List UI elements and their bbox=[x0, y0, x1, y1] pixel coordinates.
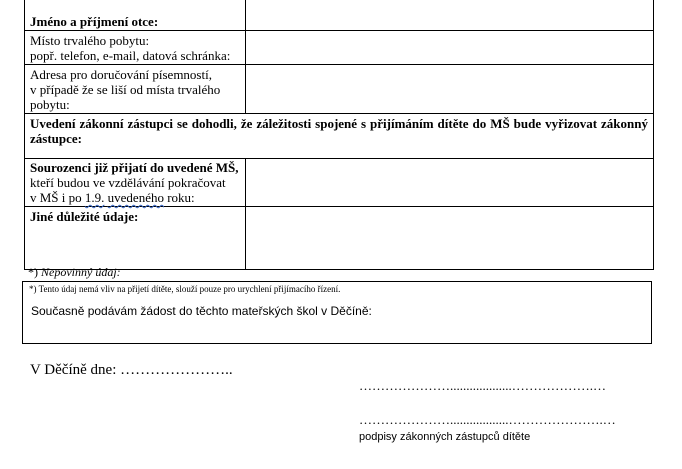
table-row-other-info bbox=[25, 207, 654, 270]
info-note-text: Tento údaj nemá vliv na přijetí dítěte, slouží pouze pro urychlení přijímacího řízení. bbox=[36, 284, 341, 294]
signature-label: podpisy zákonných zástupců dítěte bbox=[359, 431, 531, 443]
siblings-label-line-3 bbox=[30, 190, 240, 205]
siblings-label-line-1: Sourozenci již přijatí do uvedené MŠ, bbox=[30, 160, 239, 175]
siblings-date-text: 1.9. bbox=[84, 190, 105, 205]
residence-label-line-1: Místo trvalého pobytu: bbox=[30, 33, 150, 48]
school-request-text: Současně podávám žádost do těchto mateřských škol v Děčíně: bbox=[31, 304, 372, 318]
signature-line-1[interactable]: …………………...................……………….… bbox=[359, 378, 606, 393]
table-row-father-name bbox=[25, 0, 654, 31]
siblings-label bbox=[25, 159, 246, 207]
father-name-field[interactable] bbox=[246, 0, 654, 31]
delivery-address-label-line-2: v případě že se liší od místa trvalého bbox=[30, 82, 221, 97]
delivery-address-label bbox=[25, 65, 246, 114]
footnote-marker: *) bbox=[28, 265, 38, 279]
table-row-representative-agreement bbox=[25, 114, 654, 159]
siblings-label-line-2: kteří budou ve vzdělávání pokračovat bbox=[30, 175, 226, 190]
optional-footnote bbox=[28, 265, 121, 279]
signature-line-2[interactable]: …………………..................………………….… bbox=[359, 412, 616, 427]
other-info-field[interactable] bbox=[246, 207, 654, 270]
residence-label bbox=[25, 31, 246, 65]
place-date-line[interactable]: V Děčíně dne: ………………….. bbox=[30, 362, 233, 378]
parent-info-table bbox=[24, 0, 654, 270]
residence-field[interactable] bbox=[246, 31, 654, 65]
delivery-address-field[interactable] bbox=[246, 65, 654, 114]
table-row-residence bbox=[25, 31, 654, 65]
father-name-label: Jméno a příjmení otce: bbox=[25, 0, 246, 31]
other-info-label: Jiné důležité údaje: bbox=[25, 207, 246, 270]
siblings-tail-text: roku: bbox=[163, 190, 195, 205]
siblings-field[interactable] bbox=[246, 159, 654, 207]
delivery-address-label-line-1: Adresa pro doručování písemností, bbox=[30, 67, 212, 82]
table-row-siblings bbox=[25, 159, 654, 207]
info-note-marker: *) bbox=[29, 284, 37, 294]
table-row-delivery-address bbox=[25, 65, 654, 114]
siblings-word-text: uvedeného bbox=[107, 190, 164, 205]
footnote-text: Nepovinný údaj: bbox=[38, 265, 121, 279]
school-request-box[interactable] bbox=[22, 281, 652, 344]
residence-label-line-2: popř. telefon, e-mail, datová schránka: bbox=[30, 48, 231, 63]
delivery-address-label-line-3: pobytu: bbox=[30, 97, 70, 112]
info-note bbox=[29, 284, 340, 295]
siblings-text-part: v MŠ i po bbox=[30, 190, 85, 205]
representative-agreement-text[interactable]: Uvedení zákonní zástupci se dohodli, že záležitosti spojené s přijímáním dítěte do MŠ bude vyřizovat zákonný zástupce: bbox=[25, 114, 654, 159]
